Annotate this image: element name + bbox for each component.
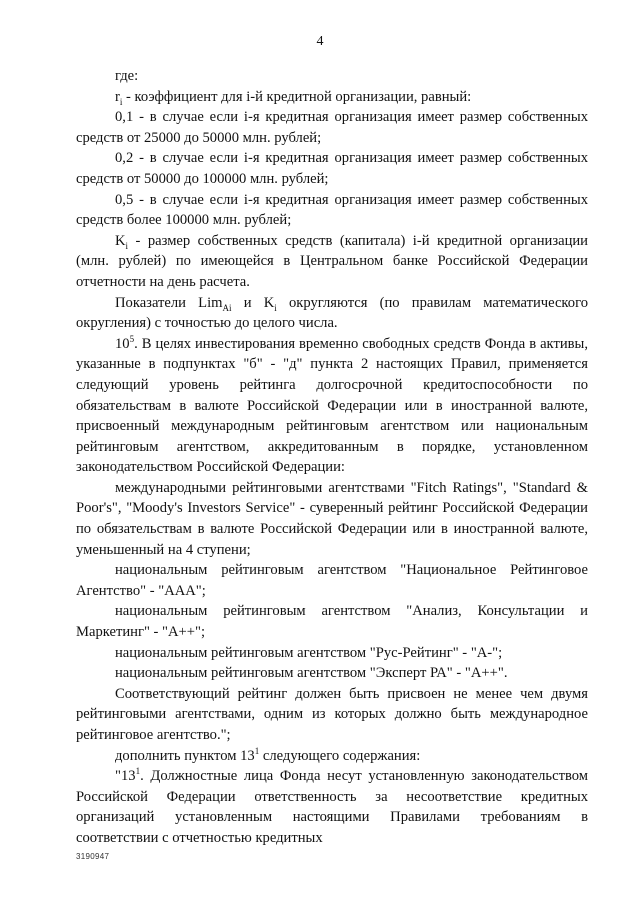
r-subscript: i [119,96,123,107]
document-code: 3190947 [76,852,110,861]
rounding-text-3: округляются (по правилам математического округления) с точностью до целого числа. [76,294,588,332]
agency-nra-paragraph: национальным рейтинговым агентством "Национальное Рейтинговое Агентство" - "ААА"; [76,562,588,599]
where-label: где: [115,68,139,84]
r-text: - коэффициент для i-й кредитной организации, равный: [122,88,472,105]
rounding-paragraph [76,293,588,334]
point-10-number: 10 [115,335,130,352]
point-13-superscript: 1 [135,766,141,777]
point-10-superscript: 5 [129,333,135,344]
document-body [76,66,588,849]
case-2-paragraph: 0,2 - в случае если i-я кредитная организация имеет размер собственных средств от 50000 до 100000 млн. рублей; [76,150,588,187]
point-13-1-paragraph [76,766,588,848]
k-text: - размер собственных средств (капитала) i-й кредитной организации (млн. рублей) по имеющейся в Центральном банке Российской Федерации отчетности на день расчета. [76,232,588,290]
agency-rus-rating-paragraph: национальным рейтинговым агентством "Рус-Рейтинг" - "А-"; [115,644,503,661]
supplement-text-1: дополнить пунктом 13 [115,747,255,764]
international-agencies-paragraph: международными рейтинговыми агентствами "Fitch Ratings", "Standard & Poor's", "Moody's Investors Service" - суверенный рейтинг Российской Федерации по обязательствам в валюте Российской Федерации или в иностранной валюте, уменьшенный на 4 ступени; [76,479,588,558]
agency-akm-paragraph: национальным рейтинговым агентством "Анализ, Консультации и Маркетинг" - "А++"; [76,603,588,641]
agency-expert-ra-paragraph: национальным рейтинговым агентством "Эксперт РА" - "А++". [115,665,508,682]
case-3-paragraph: 0,5 - в случае если i-я кредитная организация имеет размер собственных средств более 100000 млн. рублей; [76,191,588,229]
supplement-superscript: 1 [254,745,260,756]
point-10-text: . В целях инвестирования временно свободных средств Фонда в активы, указанные в подпунктах "б" - "д" пункта 2 настоящих Правил, применяется следующий уровень рейтинга долгосрочной кредитоспособности по обязательствам в валюте Российской Федерации или в иностранной валюте, присвоенный международным рейтинговым агентством или национальным рейтинговым агентством, аккредитованным в порядке, установленном законодательством Российской Федерации: [76,335,588,476]
rounding-text-1: Показатели Lim [115,294,223,311]
k-subscript-2: i [274,302,277,313]
r-coefficient-definition [76,87,588,108]
r-symbol: r [115,88,120,105]
two-agencies-paragraph: Соответствующий рейтинг должен быть присвоен не менее чем двумя рейтинговыми агентствами, одним из которых должно быть международное рейтинговое агентство."; [76,685,588,743]
point-10-5-paragraph [76,334,588,478]
point-13-number: "13 [115,768,136,785]
k-definition [76,231,588,293]
k-subscript: i [125,240,129,251]
k-symbol: K [115,232,126,249]
lim-subscript: Ai [222,302,232,313]
case-1-paragraph: 0,1 - в случае если i-я кредитная организация имеет размер собственных средств от 25000 до 50000 млн. рублей; [76,109,588,146]
supplement-text-2: следующего содержания: [259,747,421,764]
supplement-paragraph [76,746,588,767]
point-13-text: . Должностные лица Фонда несут установленную законодательством Российской Федерации ответственность за несоответствие кредитных организаций установленным настоящими Правилами требованиям в соответствии с отчетностью кредитных [76,768,588,846]
rounding-text-2: и K [231,294,275,311]
page-number: 4 [316,34,324,49]
